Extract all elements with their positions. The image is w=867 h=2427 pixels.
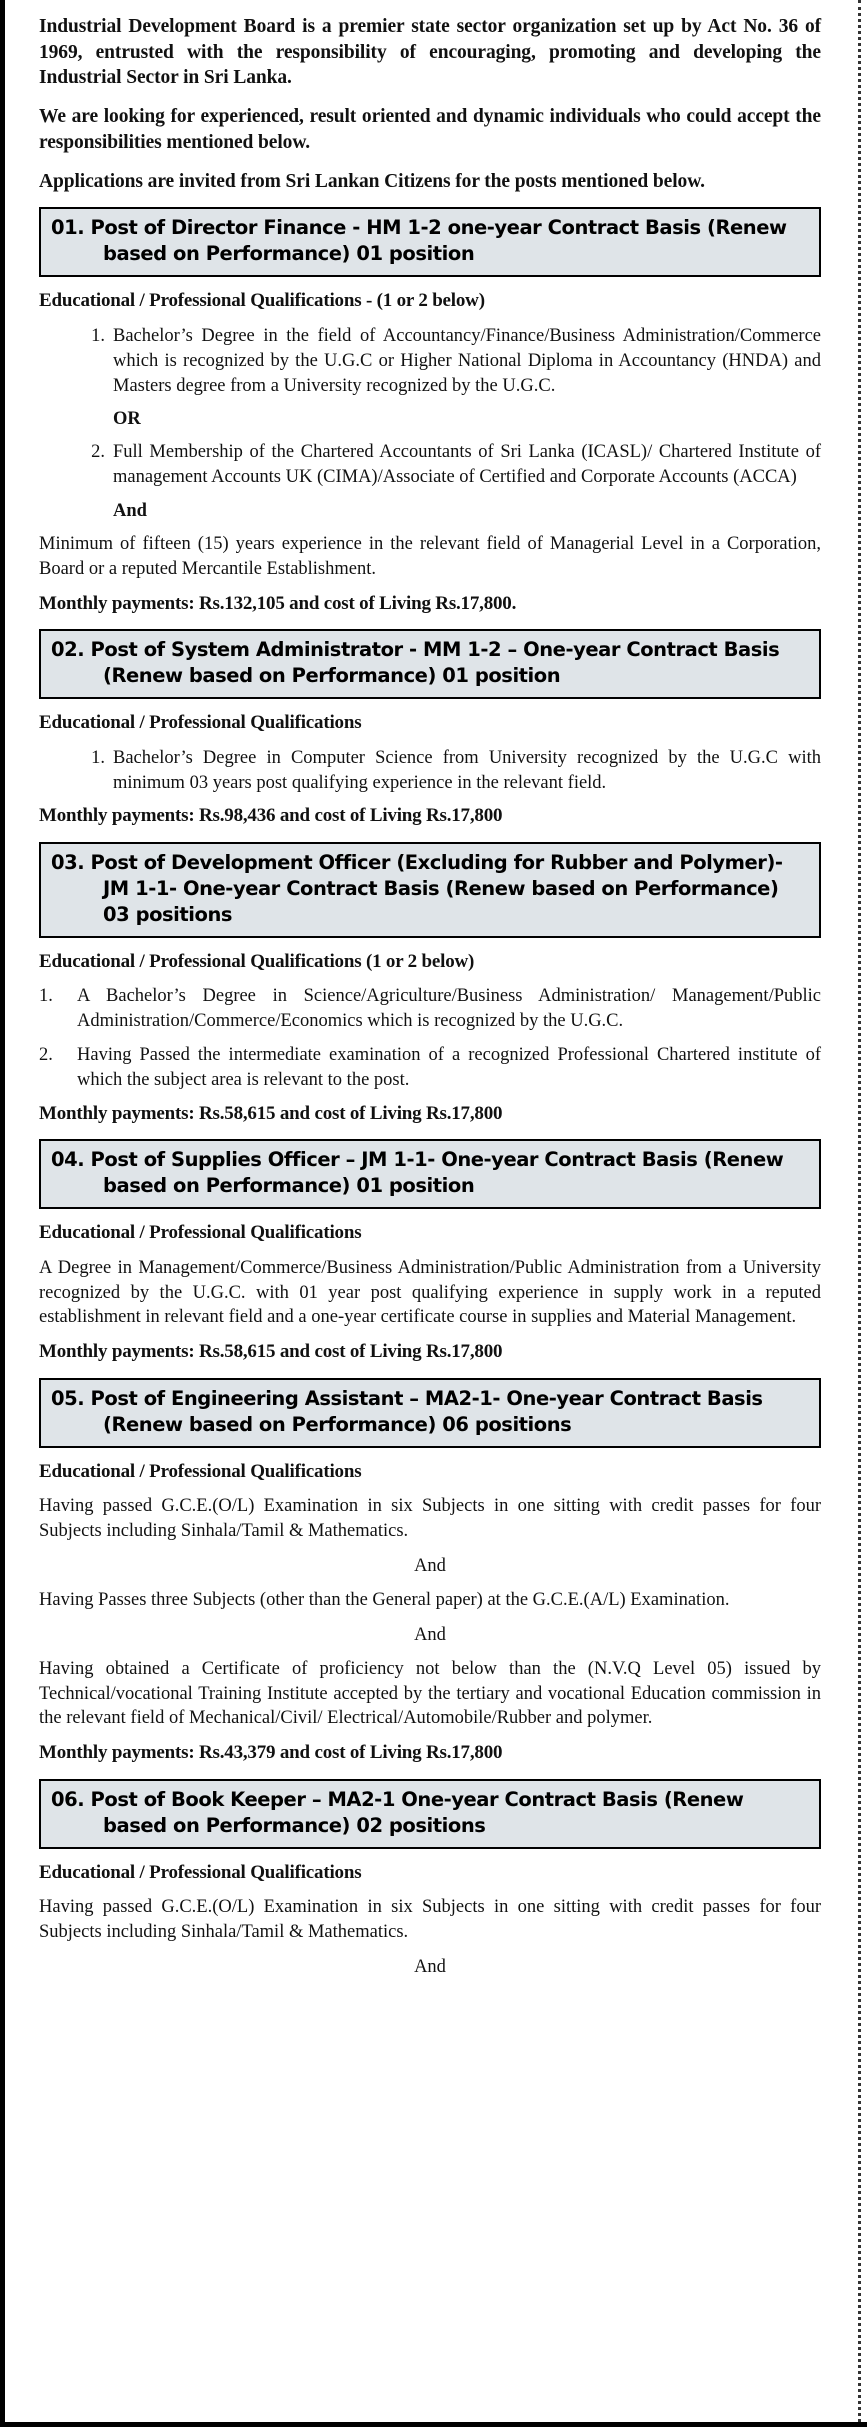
list-item-text: Bachelor’s Degree in the field of Accountancy/Finance/Business Administration/Commerce which is recognized by the U.G.C or Higher National Diploma in Accountancy (HNDA) and Masters degree from a University recognized by the U.G.C. [113, 325, 821, 396]
qualifications-heading-02: Educational / Professional Qualifications [39, 712, 362, 734]
qualifications-paragraph-05-a: Having passed G.C.E.(O/L) Examination in six Subjects in one sitting with credit passes for four Subjects including Sinhala/Tamil & Mathematics. [39, 1496, 821, 1542]
qualifications-paragraph-05-b: Having Passes three Subjects (other than the General paper) at the G.C.E.(A/L) Examination. [39, 1589, 730, 1610]
list-item [59, 324, 821, 398]
post-title-01: 01. Post of Director Finance - HM 1-2 one-year Contract Basis (Renew based on Performance) 01 position [51, 216, 793, 266]
advertisement-content [5, 14, 867, 1979]
post-title-03: 03. Post of Development Officer (Excluding for Rubber and Polymer)- JM 1-1- One-year Contract Basis (Renew based on Performance) 03 positions [51, 850, 789, 926]
post-header-box-05 [39, 1378, 821, 1448]
monthly-payments-04: Monthly payments: Rs.58,615 and cost of Living Rs.17,800 [39, 1341, 503, 1363]
list-item [59, 746, 821, 796]
qualifications-paragraph-06-a: Having passed G.C.E.(O/L) Examination in six Subjects in one sitting with credit passes for four Subjects including Sinhala/Tamil & Mathematics. [39, 1897, 821, 1943]
list-item-number: 2. [91, 442, 105, 463]
list-item-text: Bachelor’s Degree in Computer Science from University recognized by the U.G.C with minimum 03 years post qualifying experience in the relevant field. [113, 747, 821, 793]
post-title-06: 06. Post of Book Keeper – MA2-1 One-year Contract Basis (Renew based on Performance) 02 positions [51, 1787, 750, 1837]
connector-or-01: OR [113, 409, 141, 430]
intro-paragraph-3: Applications are invited from Sri Lankan Citizens for the posts mentioned below. [39, 170, 705, 192]
qualifications-heading-03: Educational / Professional Qualifications (1 or 2 below) [39, 950, 475, 972]
connector-and-06-a: And [414, 1956, 446, 1977]
post-header-box-03 [39, 842, 821, 938]
list-item-number: 1. [39, 986, 53, 1007]
monthly-payments-05: Monthly payments: Rs.43,379 and cost of Living Rs.17,800 [39, 1742, 503, 1764]
monthly-payments-03: Monthly payments: Rs.58,615 and cost of Living Rs.17,800 [39, 1102, 503, 1124]
qualifications-list-02 [39, 746, 821, 796]
post-title-02: 02. Post of System Administrator - MM 1-2 – One-year Contract Basis (Renew based on Performance) 01 position [51, 638, 786, 688]
connector-and-01: And [113, 500, 147, 521]
list-item [59, 440, 821, 490]
qualifications-heading-04: Educational / Professional Qualifications [39, 1222, 362, 1244]
post-header-box-01 [39, 207, 821, 277]
intro-paragraph-1: Industrial Development Board is a premier state sector organization set up by Act No. 36 of 1969, entrusted with the responsibility of encouraging, promoting and developing the Industrial Sector in Sri Lanka. [39, 16, 821, 89]
connector-and-05-a: And [414, 1555, 446, 1576]
post-title-04: 04. Post of Supplies Officer – JM 1-1- One-year Contract Basis (Renew based on Performance) 01 position [51, 1148, 790, 1198]
list-item-number: 1. [91, 325, 105, 346]
extra-paragraph-01: Minimum of fifteen (15) years experience in the relevant field of Managerial Level in a Corporation, Board or a reputed Mercantile Establishment. [39, 533, 821, 579]
intro-paragraph-2: We are looking for experienced, result oriented and dynamic individuals who could accept the responsibilities mentioned below. [39, 106, 821, 153]
list-item-number: 2. [39, 1044, 53, 1065]
monthly-payments-02: Monthly payments: Rs.98,436 and cost of Living Rs.17,800 [39, 805, 503, 827]
qualifications-heading-05: Educational / Professional Qualifications [39, 1460, 362, 1482]
list-item-text: Having Passed the intermediate examination of a recognized Professional Chartered institute of which the subject area is relevant to the post. [77, 1044, 821, 1090]
qualifications-list-01 [39, 324, 821, 398]
qualifications-heading-06: Educational / Professional Qualifications [39, 1861, 362, 1883]
column-separator-dotted-rule [858, 0, 861, 2422]
list-item-text: A Bachelor’s Degree in Science/Agriculture/Business Administration/ Management/Public Administration/Commerce/Economics which is recognized by the U.G.C. [77, 986, 821, 1032]
post-header-box-06 [39, 1779, 821, 1849]
list-item-text: Full Membership of the Chartered Accountants of Sri Lanka (ICASL)/ Chartered Institute of management Accounts UK (CIMA)/Associate of Certified and Corporate Accounts (ACCA) [113, 442, 821, 488]
qualifications-list-03 [39, 984, 821, 1092]
monthly-payments-01: Monthly payments: Rs.132,105 and cost of Living Rs.17,800. [39, 592, 517, 614]
connector-and-05-b: And [414, 1624, 446, 1645]
post-title-05: 05. Post of Engineering Assistant – MA2-1- One-year Contract Basis (Renew based on Performance) 06 positions [51, 1386, 769, 1436]
list-item [39, 1043, 821, 1093]
post-header-box-04 [39, 1139, 821, 1209]
qualifications-paragraph-05-c: Having obtained a Certificate of proficiency not below than the (N.V.Q Level 05) issued by Technical/vocational Training Institute accepted by the tertiary and vocational Education commission in the relevant field of Mechanical/Civil/ Electrical/Automobile/Rubber and polymer. [39, 1658, 821, 1729]
post-header-box-02 [39, 629, 821, 699]
qualifications-paragraph-04: A Degree in Management/Commerce/Business Administration/Public Administration from a University recognized by the U.G.C. with 01 year post qualifying experience in supply work in a reputed establishment in relevant field and a one-year certificate course in supplies and Material Management. [39, 1257, 821, 1328]
qualifications-list-01-b [39, 440, 821, 490]
list-item-number: 1. [91, 747, 105, 768]
qualifications-heading-01: Educational / Professional Qualifications - (1 or 2 below) [39, 290, 485, 312]
list-item [39, 984, 821, 1034]
